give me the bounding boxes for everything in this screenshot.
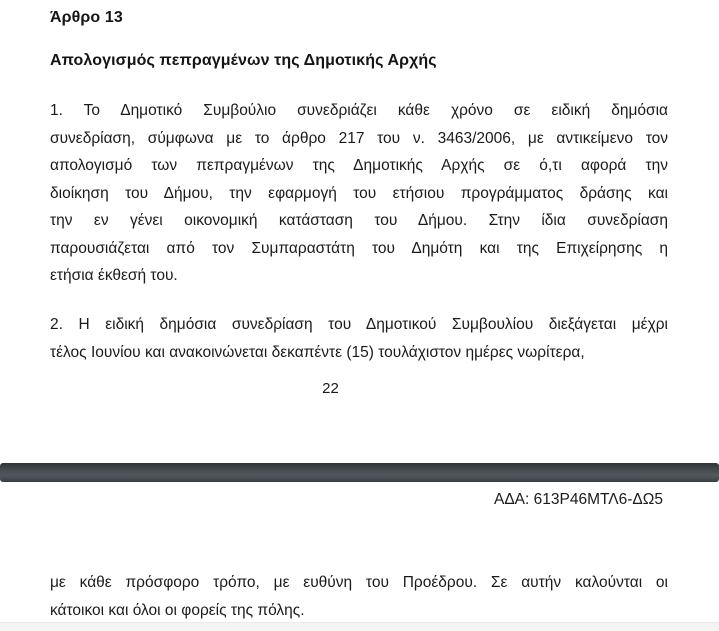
paragraph-3	[50, 569, 668, 624]
section-heading: Απολογισμός πεπραγμένων της Δημοτικής Αρχής	[50, 52, 437, 69]
text-line: κάτοικοι και όλοι οι φορείς της πόλης.	[50, 601, 305, 619]
text-line: 1. Το Δημοτικό Συμβούλιο συνεδριάζει κάθε χρόνο σε ειδική δημόσια	[50, 102, 668, 119]
paragraph-1	[50, 97, 668, 290]
article-title: Άρθρο 13	[50, 9, 123, 26]
page-number: 22	[322, 380, 339, 397]
paragraph-2	[50, 311, 668, 366]
text-line: με κάθε πρόσφορο τρόπο, με ευθύνη του Προέδρου. Σε αυτήν καλούνται οι	[50, 574, 668, 591]
text-line: τέλος Ιουνίου και ανακοινώνεται δεκαπέντε (15) τουλάχιστον ημέρες νωρίτερα,	[50, 343, 585, 361]
text-line: συνεδρίαση, σύμφωνα με το άρθρο 217 του ν. 3463/2006, με αντικείμενο τον	[50, 129, 668, 147]
ada-code: ΑΔΑ: 613Ρ46ΜΤΛ6-ΔΩ5	[493, 491, 663, 508]
text-line: παρουσιάζεται από τον Συμπαραστάτη του Δημότη και της Επιχείρησης η	[50, 239, 668, 257]
viewport-bottom-edge	[0, 622, 719, 631]
text-line: ετήσια έκθεσή του.	[50, 267, 178, 284]
text-line: διοίκηση του Δήμου, την εφαρμογή του ετήσιου προγράμματος δράσης και	[50, 184, 668, 202]
text-line: απολογισμό των πεπραγμένων της Δημοτικής Αρχής σε ό,τι αφορά την	[50, 157, 668, 174]
page-separator-bar	[0, 463, 719, 482]
text-line: την εν γένει οικονομική κατάσταση του Δήμου. Στην ίδια συνεδρίαση	[50, 212, 668, 229]
text-line: 2. Η ειδική δημόσια συνεδρίαση του Δημοτικού Συμβουλίου διεξάγεται μέχρι	[50, 316, 668, 333]
